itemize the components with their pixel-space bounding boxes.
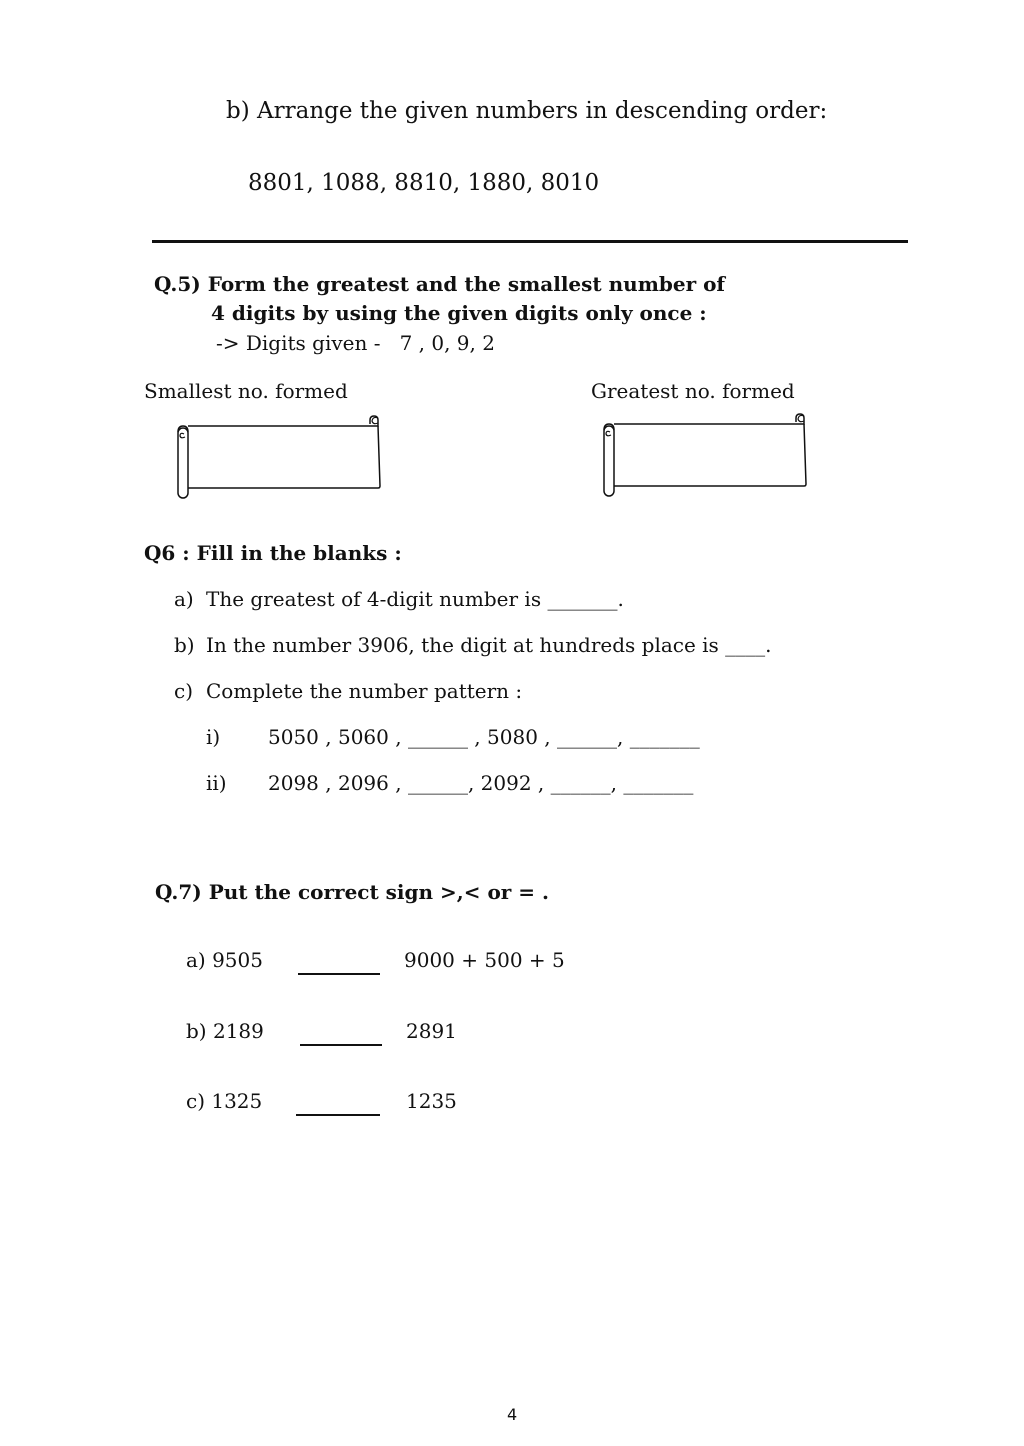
- q7a-left: a) 9505: [186, 948, 263, 972]
- q7c-right: 1235: [406, 1089, 457, 1113]
- pattern-ii-marker: ii): [206, 771, 227, 795]
- pattern-i-marker: i): [206, 725, 221, 749]
- q7-heading: Q.7) Put the correct sign >,< or = .: [155, 880, 549, 904]
- smallest-label: Smallest no. formed: [144, 379, 348, 403]
- q4b-numbers: 8801, 1088, 8810, 1880, 8010: [248, 170, 600, 196]
- q6a-text: The greatest of 4-digit number is _______.: [206, 587, 624, 611]
- q6a-marker: a): [174, 587, 194, 611]
- greatest-label: Greatest no. formed: [591, 379, 795, 403]
- q5-line-1: Q.5) Form the greatest and the smallest number of: [154, 272, 726, 296]
- q5-line-2: 4 digits by using the given digits only once :: [211, 301, 707, 325]
- smallest-answer-scroll[interactable]: [172, 412, 388, 504]
- q5-digits-given: -> Digits given - 7 , 0, 9, 2: [216, 331, 495, 355]
- q6b-marker: b): [174, 633, 195, 657]
- q6b-text: In the number 3906, the digit at hundreds place is ____.: [206, 633, 772, 657]
- q6-heading: Q6 : Fill in the blanks :: [144, 541, 402, 565]
- q7b-left: b) 2189: [186, 1019, 264, 1043]
- page-number: 4: [507, 1405, 518, 1424]
- greatest-answer-scroll[interactable]: [598, 410, 814, 502]
- pattern-ii-text: 2098 , 2096 , ______, 2092 , ______, _______: [268, 771, 694, 795]
- q6c-text: Complete the number pattern :: [206, 679, 523, 703]
- q7a-right: 9000 + 500 + 5: [404, 948, 565, 972]
- q7c-sign-blank[interactable]: [296, 1114, 380, 1116]
- q7b-right: 2891: [406, 1019, 457, 1043]
- q4b-instruction: b) Arrange the given numbers in descending order:: [226, 98, 828, 124]
- q7c-left: c) 1325: [186, 1089, 263, 1113]
- q7a-sign-blank[interactable]: [298, 973, 380, 975]
- q7b-sign-blank[interactable]: [300, 1044, 382, 1046]
- pattern-i-text: 5050 , 5060 , ______ , 5080 , ______, _______: [268, 725, 700, 749]
- section-divider: [152, 240, 908, 243]
- q6c-marker: c): [174, 679, 194, 703]
